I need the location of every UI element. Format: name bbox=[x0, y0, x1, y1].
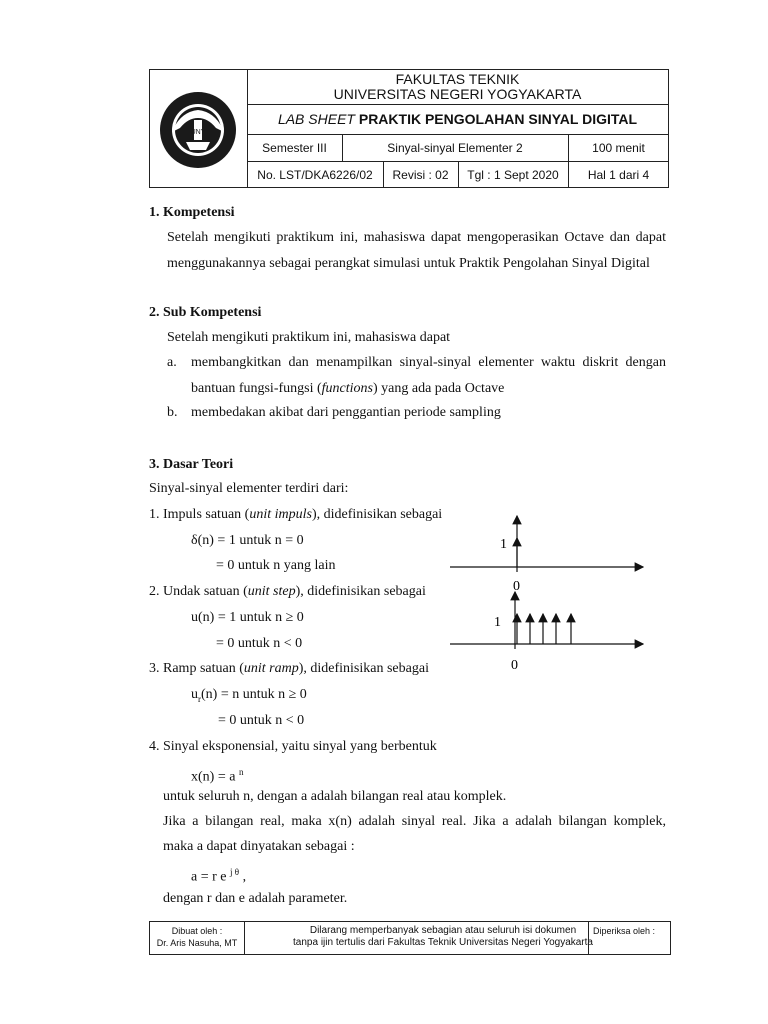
paragraph-4: dengan r dan e adalah parameter. bbox=[163, 891, 348, 906]
footer-table bbox=[149, 921, 671, 955]
section-1-heading: 1. Kompetensi bbox=[149, 205, 235, 220]
impulse-graph bbox=[445, 510, 650, 595]
list-marker-a: a. bbox=[167, 355, 177, 370]
step-definition: 2. Undak satuan (unit step), didefinisikan sebagai bbox=[149, 584, 426, 599]
item-a-line-1: membangkitkan dan menampilkan sinyal-sinyal elementer waktu diskrit dengan bbox=[191, 355, 666, 370]
made-by-name: Dr. Aris Nasuha, MT bbox=[156, 938, 238, 948]
duration-cell: 100 menit bbox=[592, 141, 645, 155]
step-equation-2: = 0 untuk n < 0 bbox=[216, 636, 303, 651]
paragraph-3: maka a dapat dinyatakan sebagai : bbox=[163, 839, 355, 854]
university-logo bbox=[150, 70, 248, 188]
section-3-heading: 3. Dasar Teori bbox=[149, 457, 234, 472]
faculty-title: FAKULTAS TEKNIK bbox=[395, 71, 520, 87]
complex-equation: a = r e $^{j \theta}$ , bbox=[191, 867, 247, 885]
impulse-equation-2: = 0 untuk n yang lain bbox=[216, 558, 336, 573]
impulse-equation-1: δ(n) = 1 untuk n = 0 bbox=[191, 533, 304, 548]
paragraph-1: untuk seluruh n, dengan a adalah bilangan real atau komplek. bbox=[163, 789, 507, 804]
topic-cell: Sinyal-sinyal Elementer 2 bbox=[387, 141, 523, 155]
section-3-intro: Sinyal-sinyal elementer terdiri dari: bbox=[149, 481, 349, 496]
header-table bbox=[149, 69, 669, 188]
made-by-label: Dibuat oleh : bbox=[171, 926, 223, 936]
section-1-line-1: Setelah mengikuti praktikum ini, mahasiswa dapat mengoperasikan Octave dan dapat bbox=[167, 230, 666, 245]
university-title: UNIVERSITAS NEGERI YOGYAKARTA bbox=[333, 86, 582, 102]
step-graph bbox=[445, 587, 650, 672]
list-marker-b: b. bbox=[167, 405, 178, 420]
impulse-definition: 1. Impuls satuan (unit impuls), didefinisikan sebagai bbox=[149, 507, 443, 522]
step-label-zero: 0 bbox=[511, 658, 518, 672]
semester-cell: Semester III bbox=[262, 141, 327, 155]
section-2-intro: Setelah mengikuti praktikum ini, mahasiswa dapat bbox=[167, 330, 451, 345]
revision-cell: Revisi : 02 bbox=[392, 168, 449, 182]
date-cell: Tgl : 1 Sept 2020 bbox=[467, 168, 559, 182]
step-equation-1: u(n) = 1 untuk n ≥ 0 bbox=[191, 610, 304, 625]
footer-notice-1: Dilarang memperbanyak sebagian atau seluruh isi dokumen bbox=[309, 925, 577, 936]
paragraph-2: Jika a bilangan real, maka x(n) adalah sinyal real. Jika a adalah bilangan komplek, bbox=[163, 814, 666, 829]
section-1-line-2: menggunakannya sebagai perangkat simulasi untuk Praktik Pengolahan Sinyal Digital bbox=[167, 256, 650, 271]
step-label-one: 1 bbox=[494, 615, 501, 630]
checked-by-label: Diperiksa oleh : bbox=[593, 926, 656, 936]
ramp-definition: 3. Ramp satuan (unit ramp), didefinisikan sebagai bbox=[149, 661, 429, 676]
lab-sheet-label: LAB SHEET bbox=[277, 111, 355, 127]
exponential-equation: x(n) = a $^n$ bbox=[191, 767, 244, 785]
section-2-heading: 2. Sub Kompetensi bbox=[149, 305, 262, 320]
item-b-line: membedakan akibat dari penggantian periode sampling bbox=[191, 405, 501, 420]
svg-text:UNY: UNY bbox=[190, 129, 206, 136]
page-number: Hal 1 dari 4 bbox=[587, 168, 650, 182]
item-a-line-2: bantuan fungsi-fungsi (functions) yang ada pada Octave bbox=[191, 381, 505, 396]
footer-notice-2: tanpa ijin tertulis dari Fakultas Teknik Universitas Negeri Yogyakarta bbox=[293, 937, 593, 948]
ramp-equation-1: $u_r(n) = n$ untuk n ≥ 0 bbox=[191, 687, 307, 704]
impulse-label-zero: 0 bbox=[513, 579, 520, 594]
document-number: No. LST/DKA6226/02 bbox=[257, 168, 373, 182]
course-title: PRAKTIK PENGOLAHAN SINYAL DIGITAL bbox=[358, 111, 638, 127]
exponential-definition: 4. Sinyal eksponensial, yaitu sinyal yang berbentuk bbox=[149, 739, 437, 754]
ramp-equation-2: = 0 untuk n < 0 bbox=[218, 713, 305, 728]
impulse-label-one: 1 bbox=[500, 537, 507, 552]
